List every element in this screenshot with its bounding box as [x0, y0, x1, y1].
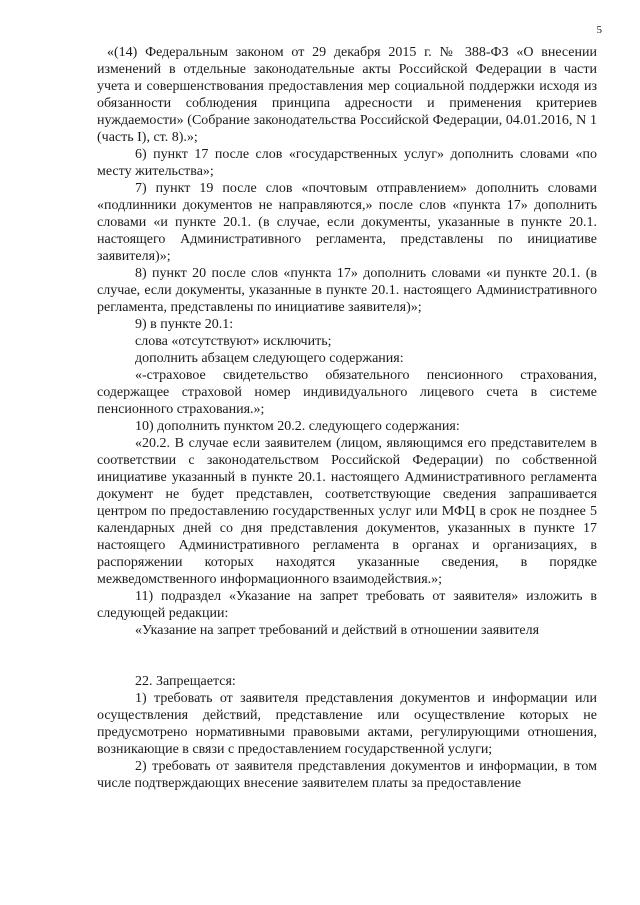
paragraph: 6) пункт 17 после слов «государственных услуг» дополнить словами «по месту жительства»;: [97, 147, 597, 179]
page-number: 5: [596, 24, 602, 36]
paragraph: 9) в пункте 20.1:: [135, 317, 234, 332]
paragraph: 22. Запрещается:: [135, 674, 236, 689]
paragraph: «20.2. В случае если заявителем (лицом, являющимся его представителем в соответствии с законодательством Российской Федерации) по собственной инициативе указанный в пункте 20.1. настоящего Административного регламента документ не будет представлен, соответствующие сведения запрашивается центром по предоставлению государственных услуг или МФЦ в срок не позднее 5 календарных дней со дня представления документов, указанных в пункте 17 настоящего Административного регламента в органах и организациях, в распоряжении которых находятся указанные сведения, в порядке межведомственного информационного взаимодействия.»;: [97, 436, 597, 587]
paragraph: 8) пункт 20 после слов «пункта 17» дополнить словами «и пункте 20.1. (в случае, если документы, указанные в пункте 20.1. настоящего Административного регламента, представлены по инициативе заявителя)»;: [97, 266, 597, 315]
paragraph: слова «отсутствуют» исключить;: [135, 334, 332, 349]
paragraph: дополнить абзацем следующего содержания:: [135, 351, 404, 366]
paragraph: 11) подраздел «Указание на запрет требовать от заявителя» изложить в следующей редакции:: [97, 589, 597, 621]
paragraph: 7) пункт 19 после слов «почтовым отправлением» дополнить словами «подлинники документов не направляются,» после слов «пункта 17» дополнить словами «и пункте 20.1. (в случае, если документы, указанные в пункте 20.1. настоящего Административного регламента, представлены по инициативе заявителя)»;: [97, 181, 597, 264]
paragraph: «-страховое свидетельство обязательного пенсионного страхования, содержащее страховой номер индивидуального лицевого счета в системе пенсионного страхования.»;: [97, 368, 597, 417]
paragraph: 10) дополнить пунктом 20.2. следующего содержания:: [135, 419, 460, 434]
section-heading: «Указание на запрет требований и действий в отношении заявителя: [135, 623, 540, 638]
paragraph: 2) требовать от заявителя представления документов и информации, в том числе подтверждающих внесение заявителем платы за предоставление: [97, 759, 597, 791]
document-body: [97, 44, 597, 792]
spacer: [97, 639, 597, 673]
paragraph: «(14) Федеральным законом от 29 декабря 2015 г. № 388-ФЗ «О внесении изменений в отдельные законодательные акты Российской Федерации в части учета и совершенствования предоставления мер социальной поддержки исходя из обязанности соблюдения принципа адресности и применения критериев нуждаемости» (Собрание законодательства Российской Федерации, 04.01.2016, N 1 (часть I), ст. 8).»;: [97, 45, 597, 145]
paragraph: 1) требовать от заявителя представления документов и информации или осуществления действий, представление или осуществление которых не предусмотрено нормативными правовыми актами, регулирующими отношения, возникающие в связи с предоставлением государственной услуги;: [97, 691, 597, 757]
